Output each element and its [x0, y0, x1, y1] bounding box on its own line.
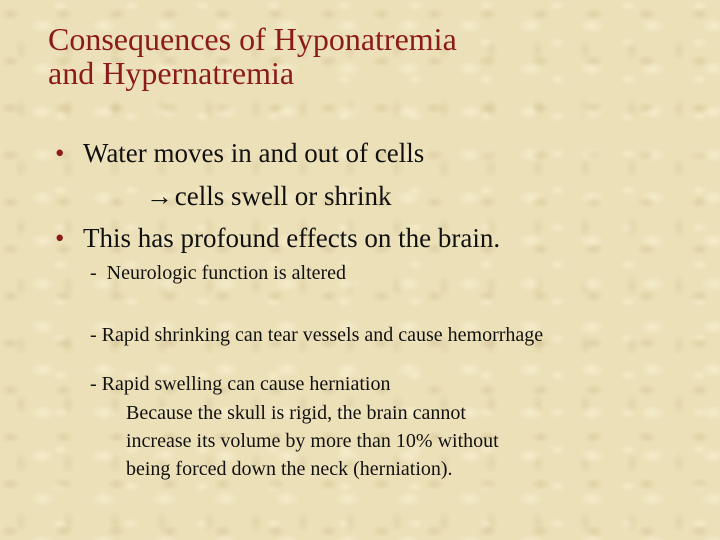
- title-line-1: Consequences of Hyponatremia: [48, 21, 457, 57]
- subpoint-3-detail-line-3: being forced down the neck (herniation).: [126, 458, 453, 480]
- title-line-2: and Hypernatremia: [48, 55, 295, 91]
- bullet-1-continuation-text: cells swell or shrink: [174, 181, 392, 211]
- bullet-marker: •: [55, 138, 65, 168]
- bullet-2-text: This has profound effects on the brain.: [83, 223, 501, 253]
- subpoint-marker: -: [90, 262, 97, 284]
- slide-title: [48, 22, 688, 90]
- subpoint-1: [90, 261, 346, 285]
- bullet-1-continuation: [146, 181, 391, 211]
- subpoint-3-text: Rapid swelling can cause herniation: [101, 373, 391, 395]
- subpoint-2: [90, 323, 543, 347]
- right-arrow-icon: →: [146, 181, 173, 211]
- bullet-2: [55, 223, 500, 253]
- subpoint-marker: -: [90, 373, 97, 395]
- bullet-1-text: Water moves in and out of cells: [83, 138, 425, 168]
- subpoint-marker: -: [90, 324, 97, 346]
- bullet-1: [55, 138, 424, 168]
- bullet-marker: •: [55, 223, 65, 253]
- subpoint-1-text: Neurologic function is altered: [106, 262, 347, 284]
- subpoint-2-text: Rapid shrinking can tear vessels and cause hemorrhage: [101, 324, 544, 346]
- subpoint-3-detail-line-2: increase its volume by more than 10% without: [126, 430, 499, 452]
- subpoint-3: [90, 372, 390, 396]
- subpoint-3-detail-line-1: Because the skull is rigid, the brain cannot: [126, 402, 466, 424]
